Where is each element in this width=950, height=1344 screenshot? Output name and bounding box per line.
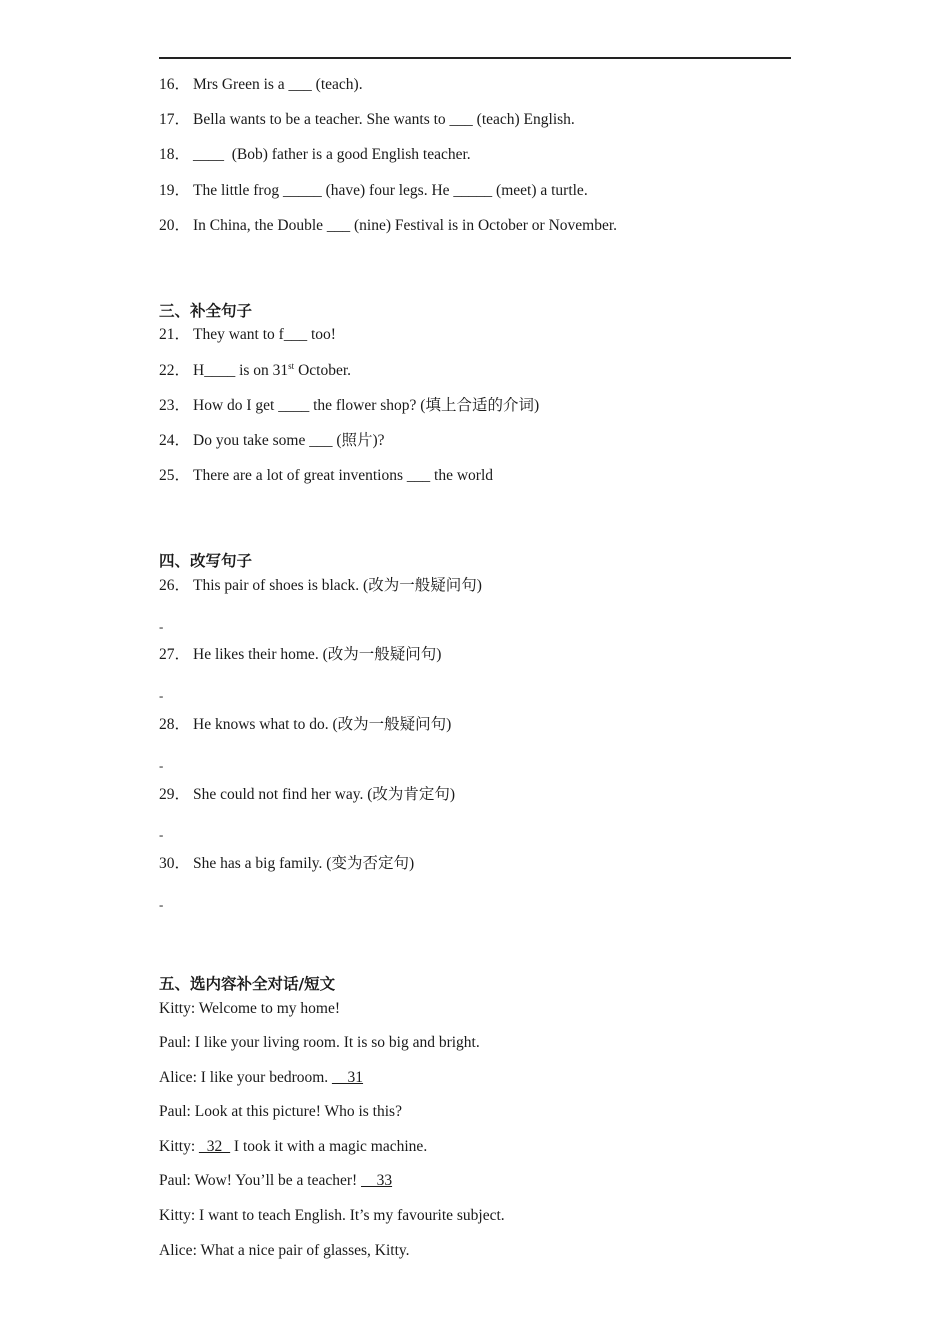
- question-22: 22． H____ is on 31st October.: [159, 360, 352, 379]
- answer-line-27: -: [159, 688, 164, 703]
- question-25: 25． There are a lot of great inventions ___ the world: [159, 467, 493, 484]
- dialogue-line: Kitty: I want to teach English. It’s my favourite subject.: [159, 1207, 505, 1224]
- blank-31: __31: [332, 1069, 364, 1086]
- question-26: 26． This pair of shoes is black. (改为一般疑问句): [159, 577, 482, 594]
- dialogue-line: Paul: Wow! You’ll be a teacher! __33: [159, 1172, 393, 1189]
- question-19: 19． The little frog _____ (have) four legs. He _____ (meet) a turtle.: [159, 182, 588, 199]
- answer-line-28: -: [159, 758, 164, 773]
- dialogue-line: Paul: I like your living room. It is so big and bright.: [159, 1034, 480, 1051]
- blank-32: _32_: [199, 1138, 231, 1155]
- dialogue-line: Alice: I like your bedroom. __31: [159, 1069, 364, 1086]
- dialogue-line: Alice: What a nice pair of glasses, Kitty.: [159, 1242, 410, 1259]
- question-20: 20． In China, the Double ___ (nine) Festival is in October or November.: [159, 217, 618, 234]
- question-21: 21． They want to f___ too!: [159, 326, 336, 343]
- section-5-heading: 五、选内容补全对话/短文: [159, 975, 336, 993]
- question-30: 30． She has a big family. (变为否定句): [159, 855, 415, 872]
- answer-line-30: -: [159, 897, 164, 912]
- section-3-heading: 三、补全句子: [159, 302, 253, 320]
- question-23: 23． How do I get ____ the flower shop? (填上合适的介词): [159, 397, 540, 414]
- question-18: 18． ____ (Bob) father is a good English teacher.: [159, 146, 471, 163]
- question-27: 27． He likes their home. (改为一般疑问句): [159, 646, 442, 663]
- question-17: 17． Bella wants to be a teacher. She wants to ___ (teach) English.: [159, 111, 575, 128]
- blank-33: __33: [361, 1172, 393, 1189]
- section-4-heading: 四、改写句子: [159, 552, 253, 570]
- question-29: 29． She could not find her way. (改为肯定句): [159, 786, 456, 803]
- answer-line-29: -: [159, 827, 164, 842]
- dialogue-line: Kitty: Welcome to my home!: [159, 1000, 340, 1017]
- question-16: 16． Mrs Green is a ___ (teach).: [159, 76, 363, 93]
- answer-line-26: -: [159, 619, 164, 634]
- dialogue-line: Kitty: _32_ I took it with a magic machine.: [159, 1138, 428, 1155]
- question-28: 28． He knows what to do. (改为一般疑问句): [159, 716, 452, 733]
- dialogue-line: Paul: Look at this picture! Who is this?: [159, 1103, 402, 1120]
- question-24: 24． Do you take some ___ (照片)?: [159, 432, 385, 449]
- header-rule: [159, 57, 791, 59]
